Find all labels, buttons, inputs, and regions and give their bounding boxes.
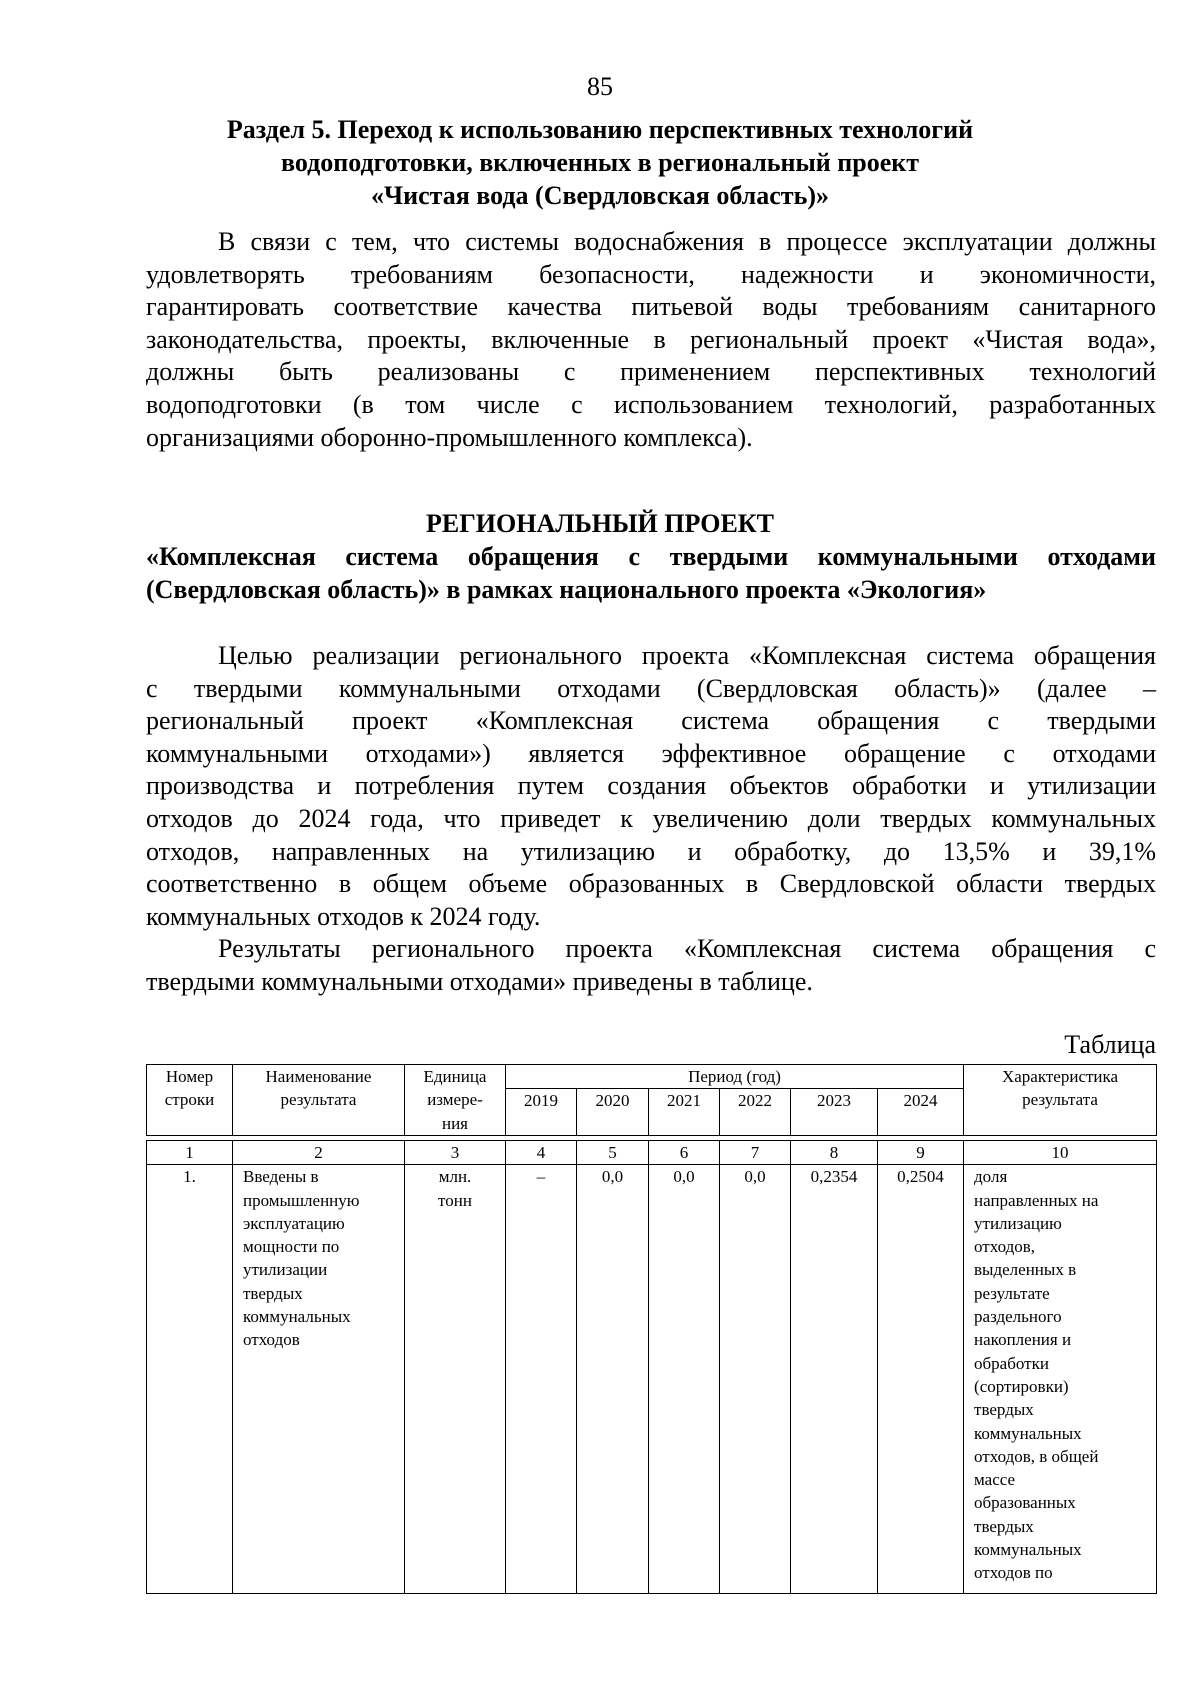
section-heading-line: водоподготовки, включенных в региональный проект [280, 148, 920, 177]
paragraph-line: региональный проект «Комплексная система обращения с твердыми [146, 706, 1156, 736]
column-number: 5 [577, 1141, 649, 1165]
paragraph-line: с твердыми коммунальными отходами (Свердловская область)» (далее – [146, 673, 1156, 703]
paragraph-line: соответственно в общем объеме образованных в Свердловской области твердых [146, 869, 1156, 899]
page-number: 85 [587, 72, 613, 101]
results-table [146, 1064, 1157, 1594]
cell-line: обработки [974, 1353, 1049, 1373]
paragraph-line: гарантировать соответствие качества питьевой воды требованиям санитарного [146, 292, 1156, 322]
paragraph-line: должны быть реализованы с применением перспективных технологий [146, 357, 1156, 387]
paragraph-line: отходов, направленных на утилизацию и обработку, до 13,5% и 39,1% [146, 836, 1156, 866]
header-year: 2021 [649, 1089, 720, 1136]
header-text: Номер [165, 1067, 214, 1086]
cell-line: промышленную [243, 1190, 360, 1210]
cell-line: твердых [243, 1283, 303, 1303]
paragraph-line: отходов до 2024 года, что приведет к увеличению доли твердых коммунальных [146, 803, 1156, 833]
column-number: 2 [233, 1141, 405, 1165]
header-characteristic [964, 1065, 1157, 1136]
cell-line: отходов [243, 1330, 300, 1350]
paragraph-line: организациями оборонно-промышленного комплекса). [146, 422, 753, 452]
header-year: 2019 [506, 1089, 577, 1136]
cell-line: коммунальных [974, 1540, 1082, 1560]
paragraph-line: Результаты регионального проекта «Комплексная система обращения с [218, 934, 1156, 964]
cell-line: коммунальных [243, 1307, 351, 1327]
header-year: 2020 [577, 1089, 649, 1136]
cell-line: тонн [438, 1190, 472, 1210]
column-number: 6 [649, 1141, 720, 1165]
header-unit [405, 1065, 506, 1136]
column-number: 3 [405, 1141, 506, 1165]
cell-line: отходов, в общей [974, 1446, 1099, 1466]
cell-line: коммунальных [974, 1423, 1082, 1443]
cell-line: направленных на [974, 1190, 1099, 1210]
row-value: 0,0 [720, 1165, 791, 1594]
cell-line: накопления и [974, 1330, 1072, 1350]
header-text: Характеристика [1001, 1067, 1119, 1086]
project-name-line: (Свердловская область)» в рамках национального проекта «Экология» [146, 575, 987, 604]
column-number: 7 [720, 1141, 791, 1165]
project-title: РЕГИОНАЛЬНЫЙ ПРОЕКТ [426, 509, 774, 538]
row-characteristic [964, 1165, 1157, 1594]
header-year: 2024 [878, 1089, 964, 1136]
cell-line: мощности по [243, 1237, 340, 1257]
row-value: 0,2354 [791, 1165, 878, 1594]
paragraph-line: законодательства, проекты, включенные в региональный проект «Чистая вода», [146, 324, 1156, 354]
cell-line: отходов по [974, 1563, 1053, 1583]
cell-line: твердых [974, 1400, 1034, 1420]
row-number: 1. [147, 1165, 233, 1594]
column-number: 10 [964, 1141, 1157, 1165]
column-number: 8 [791, 1141, 878, 1165]
section-paragraph [146, 226, 1156, 454]
cell-line: отходов, [974, 1237, 1036, 1257]
section-heading-line: Раздел 5. Переход к использованию перспективных технологий [226, 115, 974, 144]
header-year: 2022 [720, 1089, 791, 1136]
header-result-name [233, 1065, 405, 1136]
paragraph-line: Целью реализации регионального проекта «Комплексная система обращения [218, 641, 1156, 670]
cell-line: эксплуатацию [243, 1213, 345, 1233]
header-row-number [147, 1065, 233, 1136]
column-number: 4 [506, 1141, 577, 1165]
cell-line: млн. [438, 1167, 472, 1187]
cell-line: результате [974, 1283, 1050, 1303]
cell-line: утилизации [243, 1260, 328, 1280]
cell-line: раздельного [974, 1307, 1062, 1327]
header-year: 2023 [791, 1089, 878, 1136]
header-text: ния [441, 1113, 468, 1133]
header-text: Наименование [265, 1067, 372, 1086]
column-numbers-row [147, 1141, 1157, 1165]
cell-line: образованных [974, 1493, 1076, 1513]
cell-line: (сортировки) [974, 1376, 1069, 1396]
row-unit [405, 1165, 506, 1594]
project-paragraph-goal [146, 640, 1156, 999]
column-number: 1 [147, 1141, 233, 1165]
cell-line: массе [974, 1470, 1016, 1490]
project-name-line: «Комплексная система обращения с твердыми коммунальными отходами [146, 542, 1156, 571]
header-period: Период (год) [506, 1065, 964, 1089]
paragraph-line: производства и потребления путем создания объектов обработки и утилизации [146, 771, 1156, 801]
table-row [147, 1165, 1157, 1594]
cell-line: утилизацию [974, 1213, 1062, 1233]
paragraph-line: твердыми коммунальными отходами» приведены в таблице. [146, 966, 813, 996]
row-result-name [233, 1165, 405, 1594]
cell-line: доля [974, 1167, 1008, 1187]
row-value: – [506, 1165, 577, 1594]
header-text: строки [164, 1090, 215, 1110]
paragraph-line: коммунальными отходами») является эффективное обращение с отходами [146, 738, 1156, 768]
paragraph-line: водоподготовки (в том числе с использованием технологий, разработанных [146, 389, 1156, 419]
header-text: измере- [427, 1090, 483, 1110]
header-text: Единица [423, 1067, 487, 1086]
row-value: 0,0 [577, 1165, 649, 1594]
row-value: 0,0 [649, 1165, 720, 1594]
row-value: 0,2504 [878, 1165, 964, 1594]
table-caption: Таблица [1064, 1030, 1156, 1059]
paragraph-line: удовлетворять требованиям безопасности, надежности и экономичности, [146, 259, 1156, 289]
table-header-row [147, 1065, 1157, 1089]
section-heading-line: «Чистая вода (Свердловская область)» [371, 181, 829, 210]
column-number: 9 [878, 1141, 964, 1165]
paragraph-line: В связи с тем, что системы водоснабжения в процессе эксплуатации должны [218, 227, 1156, 256]
cell-line: выделенных в [974, 1260, 1077, 1280]
paragraph-line: коммунальных отходов к 2024 году. [146, 901, 541, 931]
project-name [146, 540, 1156, 606]
header-text: результата [280, 1090, 357, 1110]
cell-line: твердых [974, 1516, 1034, 1536]
section-heading [200, 113, 1000, 212]
header-text: результата [1022, 1090, 1098, 1110]
cell-line: Введены в [243, 1167, 319, 1187]
